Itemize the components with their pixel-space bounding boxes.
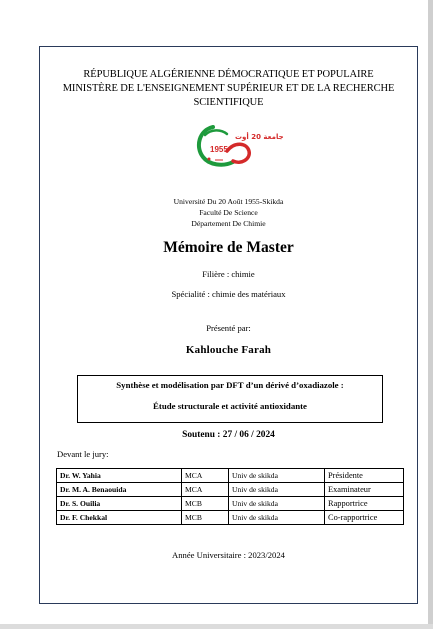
jury-member-role: Co-rapportrice [325,511,404,525]
jury-member-institution: Univ de skikda [229,483,325,497]
topic-line-1: Synthèse et modélisation par DFT d’un dérivé d’oxadiazole : [116,380,344,390]
jury-member-institution: Univ de skikda [229,497,325,511]
jury-member-grade: MCA [182,469,229,483]
page-edge-shadow-right [428,0,433,629]
jury-table [56,468,404,525]
defense-date: Soutenu : 27 / 06 / 2024 [182,430,275,440]
cover-page-frame [39,46,418,604]
jury-member-name: Dr. F. Chekkal [57,511,182,525]
department-name: Département De Chimie [191,219,266,228]
jury-member-role: Présidente [325,469,404,483]
page-edge-shadow-bottom [0,624,433,629]
logo-arabic: جامعة 20 أوت [235,133,284,141]
ministry-header [40,68,417,110]
university-info [40,196,417,229]
thesis-topic-box [77,375,383,423]
jury-member-grade: MCB [182,497,229,511]
faculty-name: Faculté De Science [199,208,258,217]
jury-member-role: Examinateur [325,483,404,497]
header-line-3: SCIENTIFIQUE [193,97,264,108]
presente-label: Présenté par: [206,323,251,333]
table-row [57,511,404,525]
university-logo-icon [191,121,284,171]
university-name: Université Du 20 Août 1955-Skikda [173,197,284,206]
logo-year: 1955 [210,145,228,154]
jury-member-grade: MCA [182,483,229,497]
table-row [57,483,404,497]
jury-member-name: Dr. S. Ouilia [57,497,182,511]
filiere: Filière : chimie [202,269,255,279]
header-line-2: MINISTÈRE DE L'ENSEIGNEMENT SUPÉRIEUR ET DE LA RECHERCHE [62,83,395,94]
jury-member-institution: Univ de skikda [229,469,325,483]
topic-line-2: Étude structurale et activité antioxidante [153,401,307,411]
header-line-1: RÉPUBLIQUE ALGÉRIENNE DÉMOCRATIQUE ET POPULAIRE [83,69,374,80]
jury-label: Devant le jury: [57,449,109,459]
author-name: Kahlouche Farah [185,344,272,356]
table-row [57,497,404,511]
academic-year: Année Universitaire : 2023/2024 [172,550,285,560]
jury-member-institution: Univ de skikda [229,511,325,525]
jury-member-name: Dr. M. A. Benaouida [57,483,182,497]
jury-member-grade: MCB [182,511,229,525]
jury-member-name: Dr. W. Yahia [57,469,182,483]
table-row [57,469,404,483]
memoire-title: Mémoire de Master [163,239,294,256]
jury-member-role: Rapportrice [325,497,404,511]
specialite: Spécialité : chimie des matériaux [171,289,286,299]
